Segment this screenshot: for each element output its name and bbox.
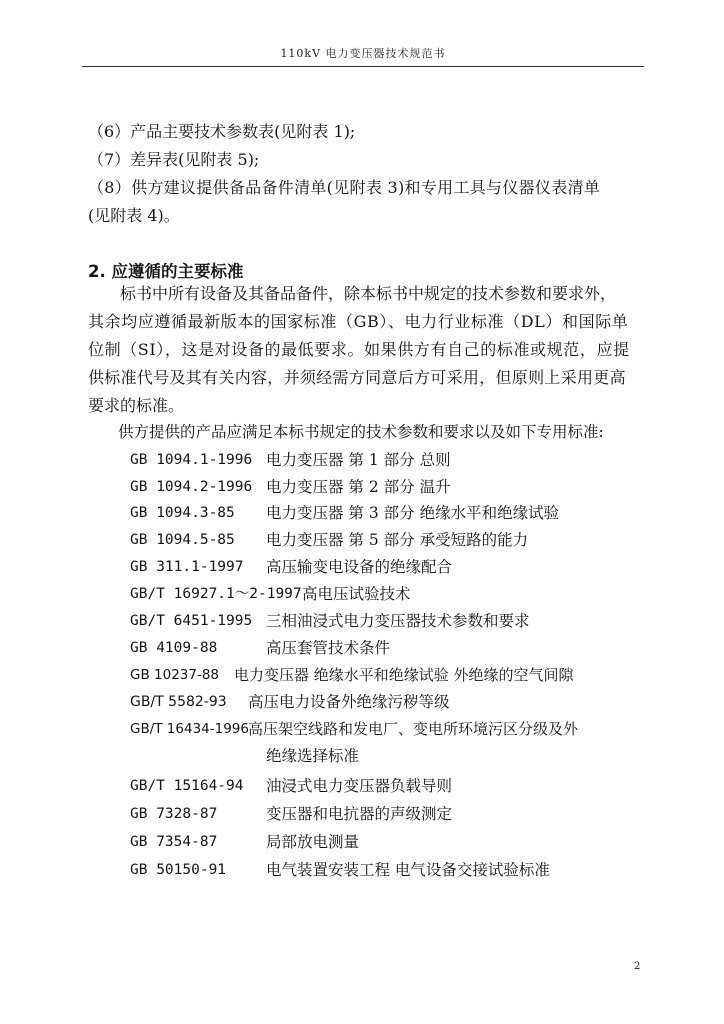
standard-code: GB 4109-88	[130, 640, 218, 656]
standard-code: GB 1094.3-85	[130, 505, 235, 521]
page-number: 2	[634, 961, 641, 972]
standard-title: 高压电力设备外绝缘污秽等级	[248, 693, 450, 711]
standard-code: GB/T 16434-1996	[130, 721, 249, 737]
standard-title: 三相油浸式电力变压器技术参数和要求	[266, 612, 530, 630]
standard-title: 电力变压器 第 2 部分 温升	[266, 478, 451, 496]
standard-title: 电力变压器 绝缘水平和绝缘试验 外绝缘的空气间隙	[234, 666, 574, 684]
standard-title: 高压架空线路和发电厂、变电所环境污区分级及外	[248, 720, 579, 738]
standard-code: GB/T 16927.1～2-1997	[130, 586, 302, 602]
list-item-8: （8）供方建议提供备品备件清单(见附表 3)和专用工具与仪器仪表清单	[88, 178, 601, 197]
standard-title: 高电压试验技术	[302, 585, 411, 603]
standard-title: 电气装置安装工程 电气设备交接试验标准	[266, 861, 550, 879]
standard-title: 高压套管技术条件	[266, 639, 391, 657]
standard-code: GB/T 5582-93	[130, 694, 227, 710]
standard-title: 电力变压器 第 1 部分 总则	[266, 451, 451, 469]
header-rule	[82, 66, 644, 67]
standard-title: 高压输变电设备的绝缘配合	[266, 558, 453, 576]
list-item-6: （6）产品主要技术参数表(见附表 1);	[88, 122, 356, 141]
paragraph-line: 位制（SI），这是对设备的最低要求。如果供方有自己的标准或规范，应提	[88, 340, 630, 359]
standard-code: GB 311.1-1997	[130, 559, 244, 575]
section-heading: 2. 应遵循的主要标准	[88, 262, 244, 281]
standard-title: 油浸式电力变压器负载导则	[266, 777, 453, 795]
paragraph-line: 供标准代号及其有关内容，并须经需方同意后方可采用，但原则上采用更高	[88, 368, 626, 387]
paragraph-line: 要求的标准。	[88, 396, 185, 415]
standard-code: GB 1094.5-85	[130, 532, 235, 548]
standard-code: GB 1094.2-1996	[130, 479, 253, 495]
standard-title: 绝缘选择标准	[266, 747, 360, 765]
standard-title: 电力变压器 第 3 部分 绝缘水平和绝缘试验	[266, 504, 560, 522]
list-item-7: （7）差异表(见附表 5);	[88, 150, 260, 169]
standard-title: 局部放电测量	[266, 833, 360, 851]
paragraph-line: 标书中所有设备及其备品备件，除本标书中规定的技术参数和要求外，	[120, 284, 617, 303]
standard-code: GB 7328-87	[130, 806, 218, 822]
standard-code: GB 7354-87	[130, 834, 218, 850]
standard-code: GB/T 15164-94	[130, 778, 244, 794]
standard-code: GB 50150-91	[130, 862, 227, 878]
standard-code: GB 10237-88	[130, 667, 220, 683]
standard-code: GB/T 6451-1995	[130, 613, 253, 629]
paragraph-2: 供方提供的产品应满足本标书规定的技术参数和要求以及如下专用标准:	[118, 423, 604, 441]
standard-code: GB 1094.1-1996	[130, 452, 253, 468]
list-item-8-cont: (见附表 4)。	[88, 206, 180, 225]
paragraph-line: 其余均应遵循最新版本的国家标准（GB）、电力行业标准（DL）和国际单	[88, 312, 629, 331]
page-header: 110kV 电力变压器技术规范书	[280, 47, 446, 60]
standard-title: 变压器和电抗器的声级测定	[266, 805, 453, 823]
standard-title: 电力变压器 第 5 部分 承受短路的能力	[266, 531, 529, 549]
